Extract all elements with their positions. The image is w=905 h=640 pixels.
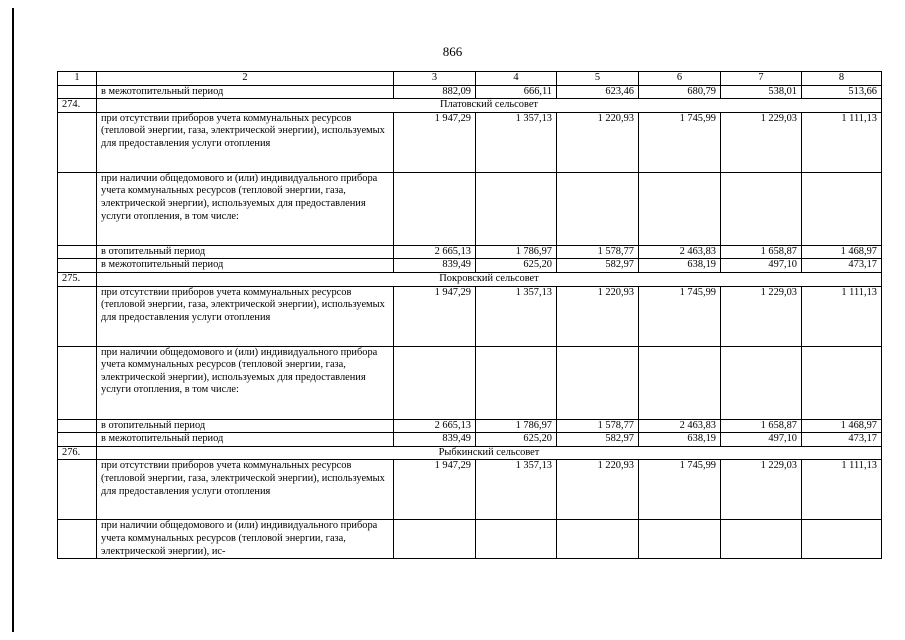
value-cell: 666,11 [476, 85, 557, 99]
value-cell: 1 111,13 [802, 112, 882, 172]
value-cell [557, 346, 639, 419]
section-header-row [58, 99, 882, 113]
value-cell: 882,09 [394, 85, 476, 99]
value-cell [802, 346, 882, 419]
value-cell: 2 665,13 [394, 245, 476, 259]
table-row-non-heating [58, 85, 882, 99]
table-row-non-heating [58, 433, 882, 447]
row-number-cell [58, 85, 97, 99]
value-cell [639, 520, 721, 559]
value-cell: 1 947,29 [394, 112, 476, 172]
row-number-cell [58, 419, 97, 433]
row-label: в отопительный период [97, 419, 394, 433]
value-cell [721, 172, 802, 245]
value-cell [476, 520, 557, 559]
column-header-4: 4 [476, 72, 557, 86]
value-cell: 1 357,13 [476, 286, 557, 346]
value-cell: 1 658,87 [721, 419, 802, 433]
value-cell [476, 172, 557, 245]
row-label: при отсутствии приборов учета коммунальных ресурсов (тепловой энергии, газа, электрической энергии), используемых для предоставления услуги отопления [97, 112, 394, 172]
column-header-3: 3 [394, 72, 476, 86]
column-header-1: 1 [58, 72, 97, 86]
row-number-cell [58, 286, 97, 346]
row-label: при наличии общедомового и (или) индивидуального прибора учета коммунальных ресурсов (тепловой энергии, газа, электрической энергии), используемых для предоставления услуги отопления, в том числе: [97, 172, 394, 245]
value-cell: 680,79 [639, 85, 721, 99]
table-row-heating [58, 419, 882, 433]
value-cell: 497,10 [721, 433, 802, 447]
value-cell: 1 947,29 [394, 460, 476, 520]
section-title: Покровский сельсовет [97, 272, 882, 286]
row-label: при отсутствии приборов учета коммунальных ресурсов (тепловой энергии, газа, электрической энергии), используемых для предоставления услуги отопления [97, 460, 394, 520]
value-cell: 2 463,83 [639, 419, 721, 433]
value-cell: 1 947,29 [394, 286, 476, 346]
row-label: в отопительный период [97, 245, 394, 259]
value-cell [639, 172, 721, 245]
value-cell: 625,20 [476, 433, 557, 447]
section-number: 275. [58, 272, 97, 286]
row-label: при отсутствии приборов учета коммунальных ресурсов (тепловой энергии, газа, электрической энергии), используемых для предоставления услуги отопления [97, 286, 394, 346]
value-cell: 638,19 [639, 259, 721, 273]
tariff-table [57, 71, 882, 559]
row-label: в межотопительный период [97, 259, 394, 273]
column-header-7: 7 [721, 72, 802, 86]
page-number: 866 [442, 44, 463, 59]
value-cell: 839,49 [394, 433, 476, 447]
row-number-cell [58, 520, 97, 559]
section-header-row [58, 446, 882, 460]
row-label: при наличии общедомового и (или) индивидуального прибора учета коммунальных ресурсов (тепловой энергии, газа, электрической энергии), используемых для предоставления услуги отопления, в том числе: [97, 346, 394, 419]
row-number-cell [58, 245, 97, 259]
value-cell [557, 520, 639, 559]
table-row-without-meters [58, 112, 882, 172]
value-cell: 623,46 [557, 85, 639, 99]
section-number: 276. [58, 446, 97, 460]
column-header-2: 2 [97, 72, 394, 86]
value-cell: 582,97 [557, 433, 639, 447]
value-cell: 1 468,97 [802, 419, 882, 433]
value-cell: 1 220,93 [557, 460, 639, 520]
value-cell [394, 346, 476, 419]
row-number-cell [58, 433, 97, 447]
column-header-6: 6 [639, 72, 721, 86]
row-number-cell [58, 172, 97, 245]
value-cell [802, 172, 882, 245]
value-cell: 1 468,97 [802, 245, 882, 259]
value-cell: 1 658,87 [721, 245, 802, 259]
section-title: Рыбкинский сельсовет [97, 446, 882, 460]
value-cell: 1 229,03 [721, 112, 802, 172]
value-cell [476, 346, 557, 419]
value-cell: 1 357,13 [476, 112, 557, 172]
value-cell: 1 111,13 [802, 286, 882, 346]
value-cell: 839,49 [394, 259, 476, 273]
value-cell: 1 357,13 [476, 460, 557, 520]
value-cell: 1 745,99 [639, 286, 721, 346]
value-cell: 513,66 [802, 85, 882, 99]
table-row-without-meters [58, 286, 882, 346]
value-cell: 1 786,97 [476, 419, 557, 433]
row-label: в межотопительный период [97, 85, 394, 99]
value-cell [557, 172, 639, 245]
section-number: 274. [58, 99, 97, 113]
value-cell [394, 520, 476, 559]
value-cell: 625,20 [476, 259, 557, 273]
column-header-5: 5 [557, 72, 639, 86]
value-cell: 1 745,99 [639, 112, 721, 172]
value-cell: 638,19 [639, 433, 721, 447]
value-cell: 1 745,99 [639, 460, 721, 520]
value-cell: 1 578,77 [557, 245, 639, 259]
row-number-cell [58, 346, 97, 419]
row-number-cell [58, 112, 97, 172]
table-row-non-heating [58, 259, 882, 273]
value-cell: 1 220,93 [557, 112, 639, 172]
column-header-8: 8 [802, 72, 882, 86]
row-number-cell [58, 259, 97, 273]
value-cell [802, 520, 882, 559]
value-cell: 1 229,03 [721, 286, 802, 346]
table-row-with-meters [58, 172, 882, 245]
column-header-row [58, 72, 882, 86]
value-cell: 2 665,13 [394, 419, 476, 433]
row-label: в межотопительный период [97, 433, 394, 447]
table-row-with-meters [58, 346, 882, 419]
section-header-row [58, 272, 882, 286]
value-cell [721, 346, 802, 419]
row-label: при наличии общедомового и (или) индивидуального прибора учета коммунальных ресурсов (тепловой энергии, газа, электрической энергии), ис- [97, 520, 394, 559]
value-cell: 1 229,03 [721, 460, 802, 520]
value-cell: 538,01 [721, 85, 802, 99]
table-row-with-meters [58, 520, 882, 559]
table-row-without-meters [58, 460, 882, 520]
page-edge-line [12, 8, 14, 632]
row-number-cell [58, 460, 97, 520]
value-cell: 582,97 [557, 259, 639, 273]
section-title: Платовский сельсовет [97, 99, 882, 113]
value-cell: 1 111,13 [802, 460, 882, 520]
value-cell: 1 220,93 [557, 286, 639, 346]
value-cell: 473,17 [802, 433, 882, 447]
value-cell: 473,17 [802, 259, 882, 273]
value-cell [721, 520, 802, 559]
value-cell: 2 463,83 [639, 245, 721, 259]
table-row-heating [58, 245, 882, 259]
value-cell [394, 172, 476, 245]
value-cell: 1 786,97 [476, 245, 557, 259]
value-cell [639, 346, 721, 419]
value-cell: 497,10 [721, 259, 802, 273]
value-cell: 1 578,77 [557, 419, 639, 433]
